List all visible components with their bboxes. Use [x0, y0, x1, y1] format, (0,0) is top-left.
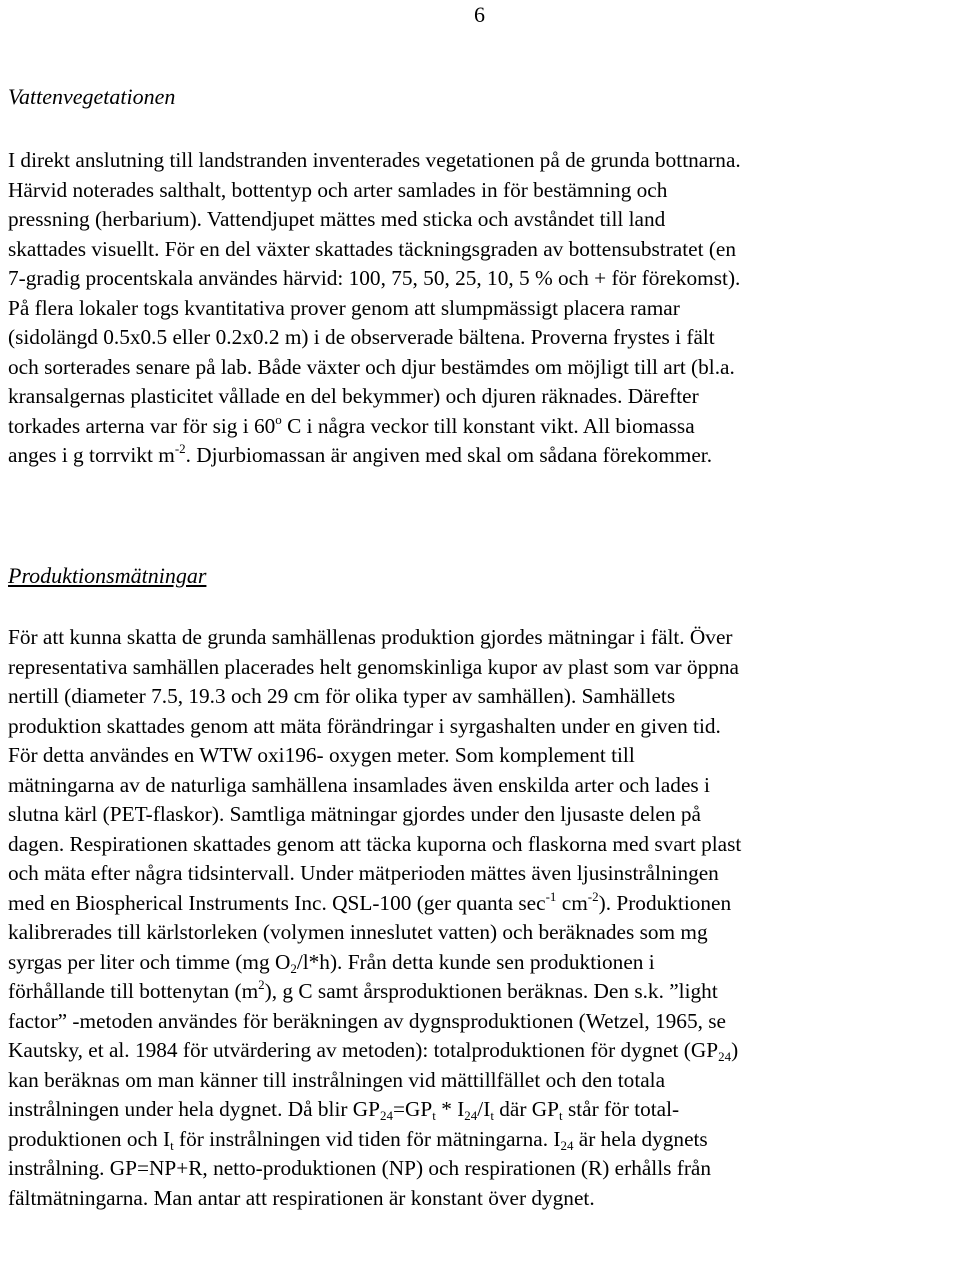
paragraph-text: ), g C samt årsproduktionen beräknas. Den s.k. ”light factor” -metoden användes för beräkningen av dygnsproduktionen (Wetzel, 1965, se Kautsky, et al. 1984 för utvärdering av metoden): totalproduktionen för dygnet (GP: [8, 979, 726, 1062]
superscript: -2: [174, 441, 186, 456]
paragraph-text: . Djurbiomassan är angiven med skal om sådana förekommer.: [185, 443, 713, 467]
paragraph-text: ). Produktionen kalibrerades till kärlstorleken (volymen inneslutet vatten) och beräknades som mg syrgas per liter och timme (mg O: [8, 890, 732, 974]
paragraph-text: ) kan beräknas om man känner till instrålningen vid mättillfället och den totala instrålningen under hela dygnet. Då blir GP: [8, 1038, 739, 1121]
section-heading: Produktionsmätningar: [8, 563, 207, 588]
paragraph-text: =GP: [393, 1097, 433, 1121]
page-number: 6: [474, 2, 485, 27]
superscript: 2: [258, 977, 265, 992]
section-vattenvegetationen: [8, 84, 953, 471]
paragraph-text: där GP: [493, 1097, 560, 1121]
subscript: 24: [560, 1137, 574, 1153]
paragraph-text: I direkt anslutning till landstranden inventerades vegetationen på de grunda bottnarna. Härvid noterades salthalt, bottentyp och arter samlades in för bestämning och pressning (herbarium). Vattendjupet mättes med sticka och avståndet till land skattades visuellt. För en del växter skattades täckningsgraden av bottensubstratet (en 7-gradig procentskala användes härvid: 100, 75, 50, 25, 10, 5 % och + för förekomst). På flera lokaler togs kvantitativa prover genom att slumpmässigt placera ramar (sidolängd 0.5x0.5 eller 0.2x0.2 m) i de observerade bältena. Proverna frystes i fält och sorterades senare på lab. Både växter och djur bestämdes om möjligt till art (bl.a. kransalgernas plasticitet vållade en del bekymmer) och djuren räknades. Därefter torkades arterna var för sig i 60: [8, 148, 741, 438]
paragraph-text: för instrålningen vid tiden för mätningarna. I: [173, 1126, 561, 1151]
paragraph-text: * I: [435, 1097, 465, 1121]
subscript: t: [170, 1137, 174, 1153]
subscript: t: [432, 1108, 436, 1123]
paragraph-vattenvegetationen: [8, 146, 953, 471]
paragraph-text: /l*h). Från detta kunde sen produktionen i förhållande till bottenytan (m: [8, 949, 655, 1003]
superscript: -1: [545, 888, 557, 904]
superscript: o: [275, 411, 282, 427]
paragraph-text: För att kunna skatta de grunda samhällenas produktion gjordes mätningar i fält. Över representativa samhällen placerades helt genomskinliga kupor av plast som var öppna nertill (diameter 7.5, 19.3 och 29 cm för olika typer av samhällen). Samhällets produktion skattades genom att mäta förändringar i syrgashalten under en given tid. För detta användes en WTW oxi196- oxygen meter. Som komplement till mätningarna av de naturliga samhällena insamlades även enskilda arter och lades i slutna kärl (PET-flaskor). Samtliga mätningar gjordes under den ljusaste delen på dagen. Respirationen skattades genom att täcka kuporna och flaskorna med svart plast och mäta efter några tidsintervall. Under mätperioden mättes även ljusinstrålningen med en Biospherical Instruments Inc. QSL-100 (ger quanta sec: [8, 625, 742, 915]
subscript: 24: [380, 1108, 394, 1123]
section-heading: Vattenvegetationen: [8, 84, 176, 109]
superscript: -2: [587, 888, 599, 904]
subscript: 24: [718, 1049, 732, 1064]
subscript: t: [559, 1108, 563, 1123]
paragraph-text: är hela dygnets instrålning. GP=NP+R, netto-produktionen (NP) och respirationen (R) erhålls från fältmätningarna. Man antar att respirationen är konstant över dygnet.: [8, 1126, 712, 1210]
section-produktionsmatningar: [8, 563, 953, 1213]
paragraph-text: C i några veckor till konstant vikt. All biomassa anges i g torrvikt m: [8, 413, 695, 467]
paragraph-produktionsmatningar: [8, 623, 953, 1213]
subscript: 24: [464, 1108, 478, 1123]
paragraph-text: står för total- produktionen och I: [8, 1097, 680, 1151]
subscript: 2: [290, 960, 297, 976]
paragraph-text: cm: [556, 890, 588, 915]
paragraph-text: /I: [477, 1097, 491, 1121]
subscript: t: [490, 1108, 494, 1123]
